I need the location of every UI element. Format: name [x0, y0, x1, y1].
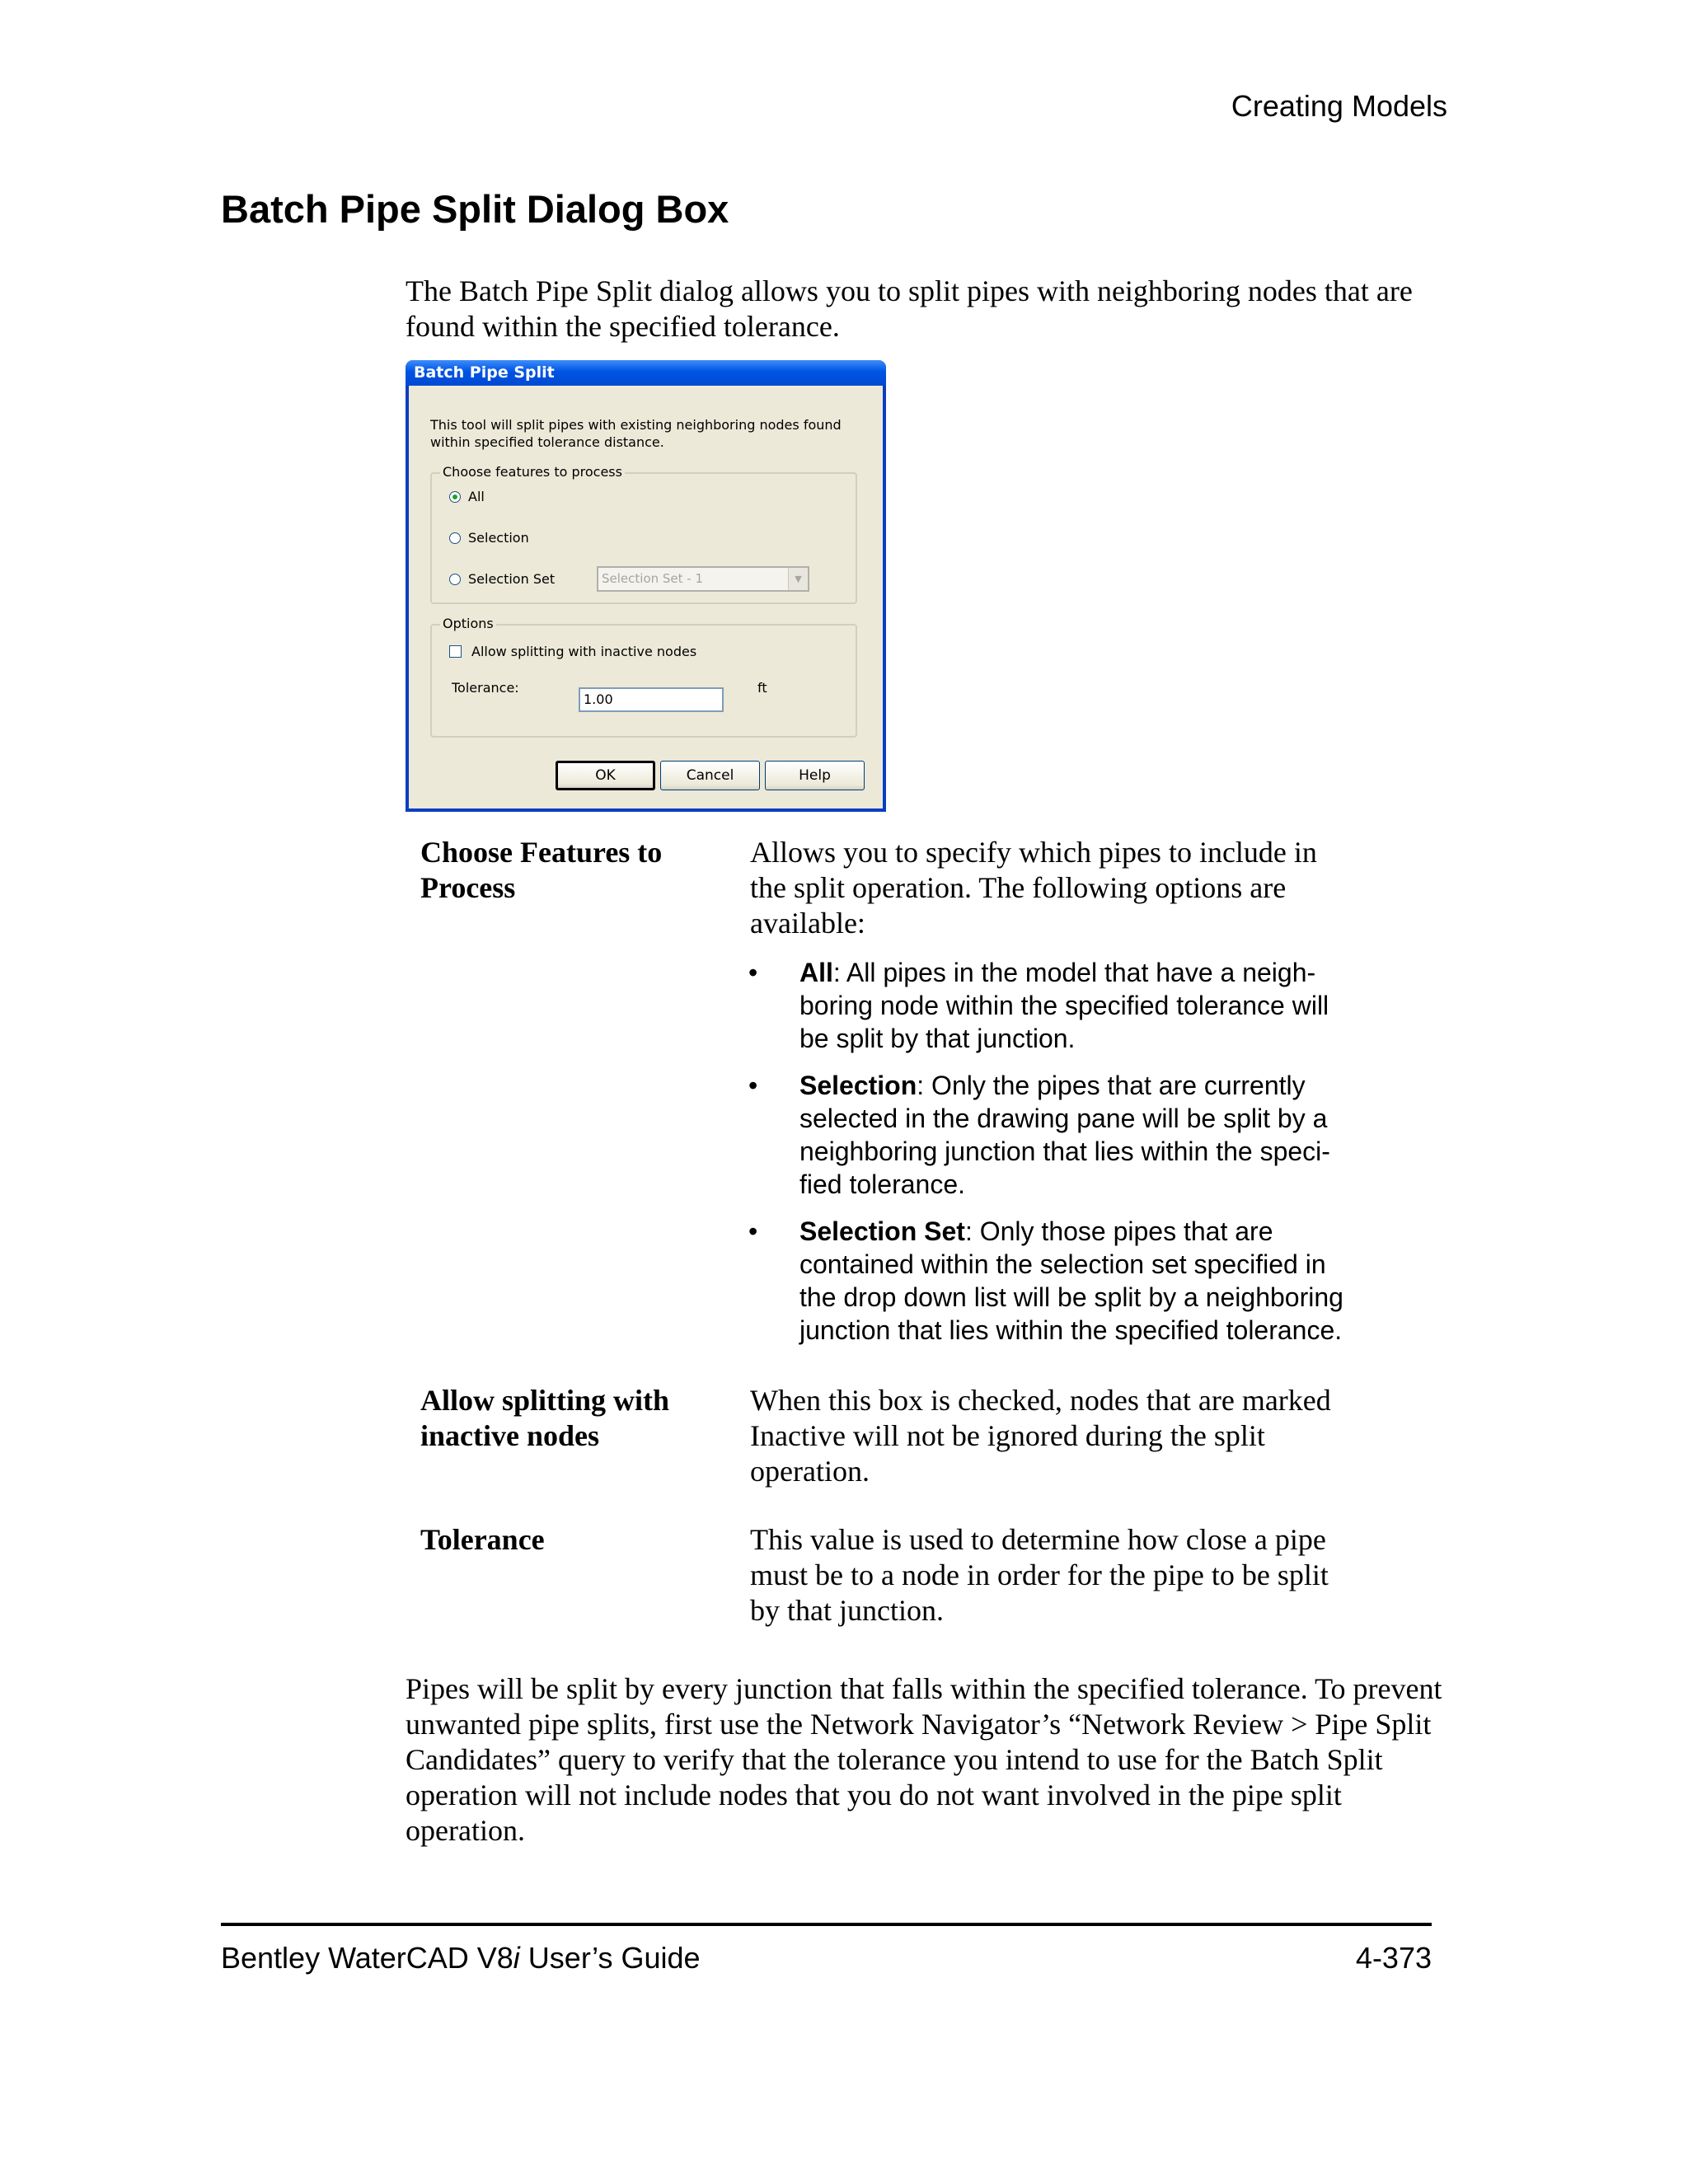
help-button[interactable]: Help [765, 761, 865, 790]
footer-divider [221, 1923, 1432, 1926]
definition-choose-features: Allows you to specify which pipes to include in the split operation. The following options are available: [750, 836, 1317, 940]
bullet-icon: • [748, 1071, 758, 1100]
ok-button[interactable]: OK [556, 761, 655, 790]
cancel-button[interactable]: Cancel [660, 761, 760, 790]
radio-selected-dot [452, 494, 457, 499]
selection-set-dropdown[interactable] [597, 566, 809, 592]
inactive-nodes-checkbox[interactable] [449, 645, 462, 658]
dialog-description: This tool will split pipes with existing neighboring nodes found within specified tolerance distance. [430, 417, 842, 450]
radio-selection-label: Selection [468, 530, 529, 546]
radio-all[interactable] [449, 491, 461, 503]
section-title: Batch Pipe Split Dialog Box [221, 187, 729, 231]
options-groupbox [430, 616, 857, 738]
tolerance-input[interactable]: 1.00 [579, 687, 724, 712]
term-choose-features: Choose Features to Process [420, 836, 663, 904]
bullet-text: Selection Set: Only those pipes that are contained within the selection set specified in the drop down list will be split by a neighboring junction that lies within the specified tolerance. [799, 1216, 1343, 1345]
radio-all-label: All [468, 489, 485, 504]
definition-tolerance: This value is used to determine how close a pipe must be to a node in order for the pipe to be split by that junction. [750, 1523, 1329, 1627]
definition-allow-splitting: When this box is checked, nodes that are marked Inactive will not be ignored during the split operation. [750, 1384, 1331, 1488]
selection-set-dropdown-value: Selection Set - 1 [602, 571, 704, 586]
tolerance-unit: ft [757, 680, 767, 696]
radio-selection-set-label: Selection Set [468, 571, 556, 587]
dialog-title: Batch Pipe Split [406, 360, 886, 386]
page-number: 4-373 [1355, 1941, 1432, 1975]
term-tolerance: Tolerance [420, 1523, 545, 1556]
footer-product-title: Bentley WaterCAD V8i User’s Guide [221, 1941, 701, 1975]
tolerance-label: Tolerance: [452, 680, 519, 696]
radio-selection-set[interactable] [449, 574, 461, 585]
term-allow-splitting: Allow splitting with inactive nodes [420, 1384, 670, 1452]
inactive-nodes-checkbox-label: Allow splitting with inactive nodes [471, 644, 697, 659]
bullet-text: Selection: Only the pipes that are currently selected in the drawing pane will be split by a neighboring junction that lies within the speci-fied tolerance. [799, 1071, 1330, 1199]
intro-paragraph: The Batch Pipe Split dialog allows you to split pipes with neighboring nodes that are found within the specified tolerance. [406, 274, 1413, 343]
bullet-text: All: All pipes in the model that have a neigh-boring node within the specified tolerance will be split by that junction. [799, 958, 1329, 1053]
batch-pipe-split-dialog-screenshot [406, 360, 886, 812]
running-header: Creating Models [1231, 89, 1447, 123]
features-group-legend: Choose features to process [440, 464, 625, 480]
bullet-icon: • [748, 1216, 758, 1246]
radio-selection[interactable] [449, 532, 461, 544]
options-group-legend: Options [440, 616, 496, 631]
chevron-down-icon[interactable]: ▼ [788, 568, 808, 590]
bullet-icon: • [748, 958, 758, 987]
closing-paragraph: Pipes will be split by every junction that falls within the specified tolerance. To prevent unwanted pipe splits, first use the Network Navigator’s “Network Review > Pipe Split Candidates” query to verify that the tolerance you intend to use for the Batch Split operation will not include nodes that you do not want involved in the pipe split operation. [406, 1672, 1442, 1847]
